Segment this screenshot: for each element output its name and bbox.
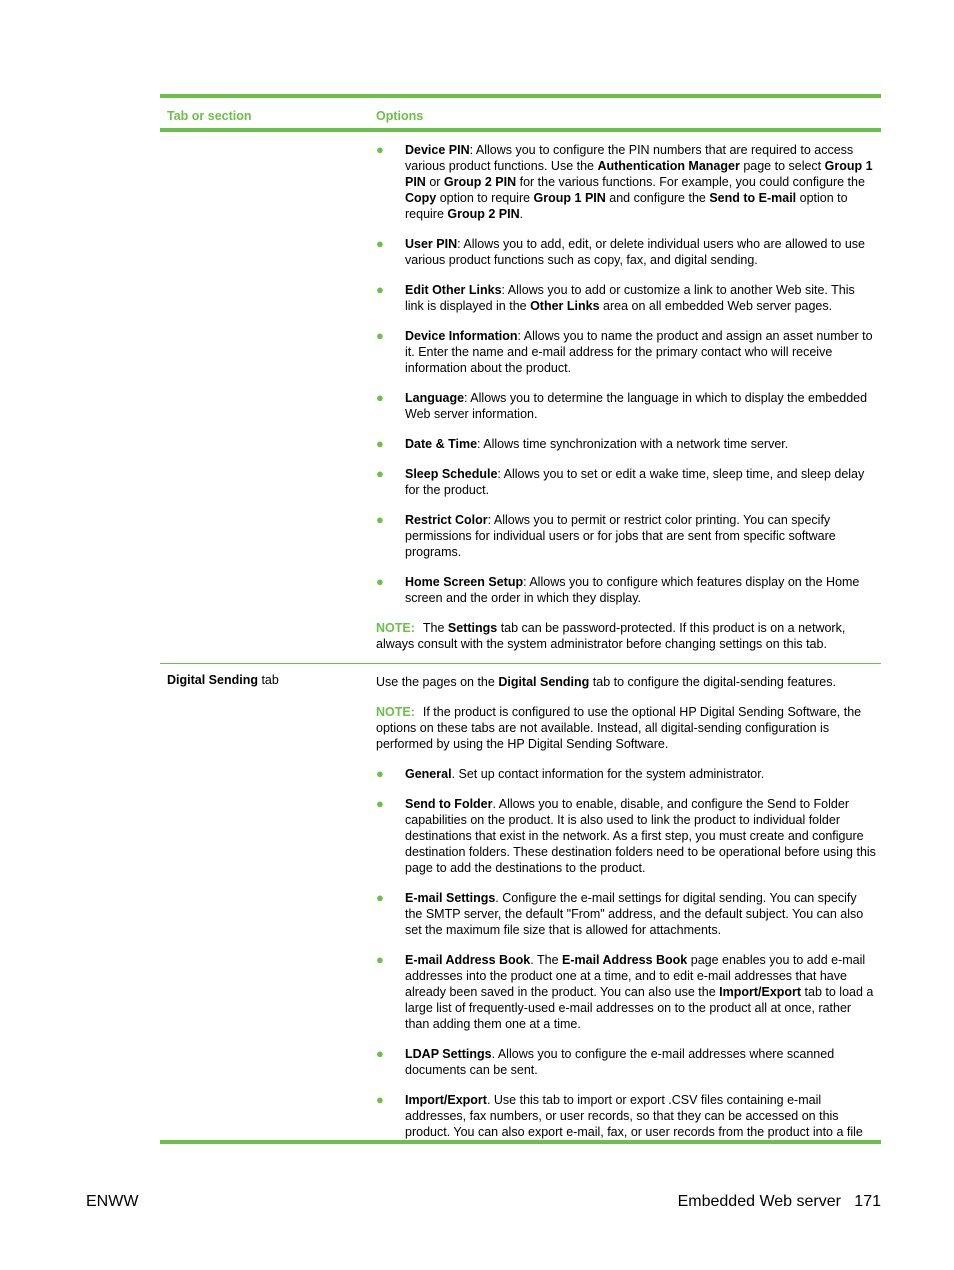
digital-sending-options-cell xyxy=(376,664,876,1140)
header-tab-or-section: Tab or section xyxy=(167,109,252,123)
bullet-icon: ● xyxy=(376,952,384,967)
list-item: ● E-mail Settings. Configure the e-mail settings for digital sending. You can specify the SMTP server, the default "From" address, and the default subject. You can also set the maximum file size that is allowed for attachments. xyxy=(376,890,864,937)
bold-term: Other Links xyxy=(530,299,600,313)
bullet-icon: ● xyxy=(376,766,384,781)
item-label: Date & Time xyxy=(405,437,478,451)
list-item: ● Edit Other Links: Allows you to add or customize a link to another Web site. This link is displayed in the Other Links area on all embedded Web server pages. xyxy=(376,282,855,313)
bold-term: Settings xyxy=(447,621,498,635)
bullet-icon: ● xyxy=(376,328,384,343)
digital-sending-intro: Use the pages on the Digital Sending tab to configure the digital-sending features. xyxy=(376,675,836,689)
list-item: ● General. Set up contact information for the system administrator. xyxy=(376,766,765,781)
bullet-icon: ● xyxy=(376,796,384,811)
list-item: ● Sleep Schedule: Allows you to set or edit a wake time, sleep time, and sleep delay for the product. xyxy=(376,466,865,497)
bullet-icon: ● xyxy=(376,890,384,905)
bullet-icon: ● xyxy=(376,390,384,405)
bold-term: Group 1 PIN xyxy=(533,191,606,205)
digital-sending-tab-label xyxy=(167,672,279,688)
bullet-icon: ● xyxy=(376,466,384,481)
item-label: Send to Folder xyxy=(405,797,493,811)
list-item: ● Date & Time: Allows time synchronization with a network time server. xyxy=(376,436,789,451)
item-label: General xyxy=(405,767,452,781)
list-item: ● Device PIN: Allows you to configure the PIN numbers that are required to access various product functions. Use the Authentication Manager page to select Group 1 PIN or Group 2 PIN for the various functions. For example, you could configure the Copy option to require Group 1 PIN and configure the Send to E-mail option to require Group 2 PIN. xyxy=(376,142,873,221)
list-item: ● Home Screen Setup: Allows you to configure which features display on the Home screen and the order in which they display. xyxy=(376,574,860,605)
bold-term: Copy xyxy=(405,191,437,205)
item-label: E-mail Settings xyxy=(405,891,496,905)
bold-term: Group 2 PIN xyxy=(443,175,517,189)
bold-term: Group 2 PIN xyxy=(447,207,520,221)
options-table xyxy=(160,94,881,1144)
item-label: Language xyxy=(405,391,465,405)
table-row-settings xyxy=(160,132,881,652)
item-label: User PIN xyxy=(405,237,458,251)
bullet-icon: ● xyxy=(376,512,384,527)
footer-left: ENWW xyxy=(86,1193,139,1210)
item-label: Device Information xyxy=(405,329,518,343)
list-item: ● Send to Folder. Allows you to enable, disable, and configure the Send to Folder capabilities on the product. It is also used to link the product to individual folder destinations that exist in the network. As a first step, you must create and configure destination folders. These destination folders need to be operational before using this page to add the destinations to the product. xyxy=(376,796,876,875)
table-bottom-rule xyxy=(160,1140,881,1144)
item-label: Restrict Color xyxy=(405,513,488,527)
bullet-icon: ● xyxy=(376,436,384,451)
list-item: ● Restrict Color: Allows you to permit or restrict color printing. You can specify permissions for individual users or for jobs that are sent from specific software programs. xyxy=(376,512,836,559)
bold-term: E-mail Address Book xyxy=(562,953,688,967)
footer-right xyxy=(678,1193,881,1211)
digital-sending-note: NOTE: If the product is configured to use the optional HP Digital Sending Software, the options on these tabs are not available. Instead, all digital-sending configuration is performed by using the HP Digital Sending Software. xyxy=(376,705,862,751)
header-options: Options xyxy=(376,109,424,123)
bold-term: Import/Export xyxy=(719,985,802,999)
digital-sending-label-rest: tab xyxy=(257,673,279,687)
bold-term: Group 1 PIN xyxy=(405,159,873,189)
bullet-icon: ● xyxy=(376,1092,384,1107)
item-label: Sleep Schedule xyxy=(405,467,498,481)
item-label: LDAP Settings xyxy=(405,1047,492,1061)
bold-term: Send to E-mail xyxy=(709,191,797,205)
digital-sending-bullet-list xyxy=(376,766,876,1140)
item-label: Home Screen Setup xyxy=(405,575,524,589)
list-item: ● LDAP Settings. Allows you to configure the e-mail addresses where scanned documents can be sent. xyxy=(376,1046,835,1077)
digital-sending-label-bold: Digital Sending xyxy=(167,673,258,687)
settings-note: NOTE: The Settings tab can be password-protected. If this product is on a network, always consult with the system administrator before changing settings on this tab. xyxy=(376,621,846,651)
note-label: NOTE: xyxy=(376,705,415,719)
list-item: ● Device Information: Allows you to name the product and assign an asset number to it. Enter the name and e-mail address for the primary contact who will receive information about the product. xyxy=(376,328,873,375)
item-label: Import/Export xyxy=(405,1093,487,1107)
item-label: E-mail Address Book xyxy=(405,953,531,967)
item-label: Edit Other Links xyxy=(405,283,502,297)
table-row-digital-sending xyxy=(160,664,881,1140)
bullet-icon: ● xyxy=(376,574,384,589)
bullet-icon: ● xyxy=(376,1046,384,1061)
list-item: ● Language: Allows you to determine the language in which to display the embedded Web server information. xyxy=(376,390,868,421)
page-number: 171 xyxy=(854,1193,881,1210)
settings-bullet-list xyxy=(376,142,876,606)
item-label: Device PIN xyxy=(405,143,470,157)
note-label: NOTE: xyxy=(376,621,415,635)
list-item: ● User PIN: Allows you to add, edit, or delete individual users who are allowed to use various product functions such as copy, fax, and digital sending. xyxy=(376,236,865,267)
table-header xyxy=(160,98,881,128)
bold-term: Authentication Manager xyxy=(597,159,740,173)
bullet-icon: ● xyxy=(376,282,384,297)
footer-section: Embedded Web server xyxy=(677,1193,841,1210)
bullet-icon: ● xyxy=(376,236,384,251)
list-item: ● Import/Export. Use this tab to import or export .CSV files containing e-mail addresses, fax numbers, or user records, so that they can be accessed on this product. You can also export e-mail, fax, or user records from the product into a file xyxy=(376,1092,863,1139)
settings-options-cell xyxy=(376,132,876,652)
bold-term: Digital Sending xyxy=(498,675,590,689)
list-item: ● E-mail Address Book. The E-mail Address Book page enables you to add e-mail addresses into the product one at a time, and to edit e-mail addresses that have already been saved in the product. You can also use the Import/Export tab to load a large list of frequently-used e-mail addresses on to the product all at once, rather than adding them one at a time. xyxy=(376,952,874,1031)
bullet-icon: ● xyxy=(376,142,384,157)
